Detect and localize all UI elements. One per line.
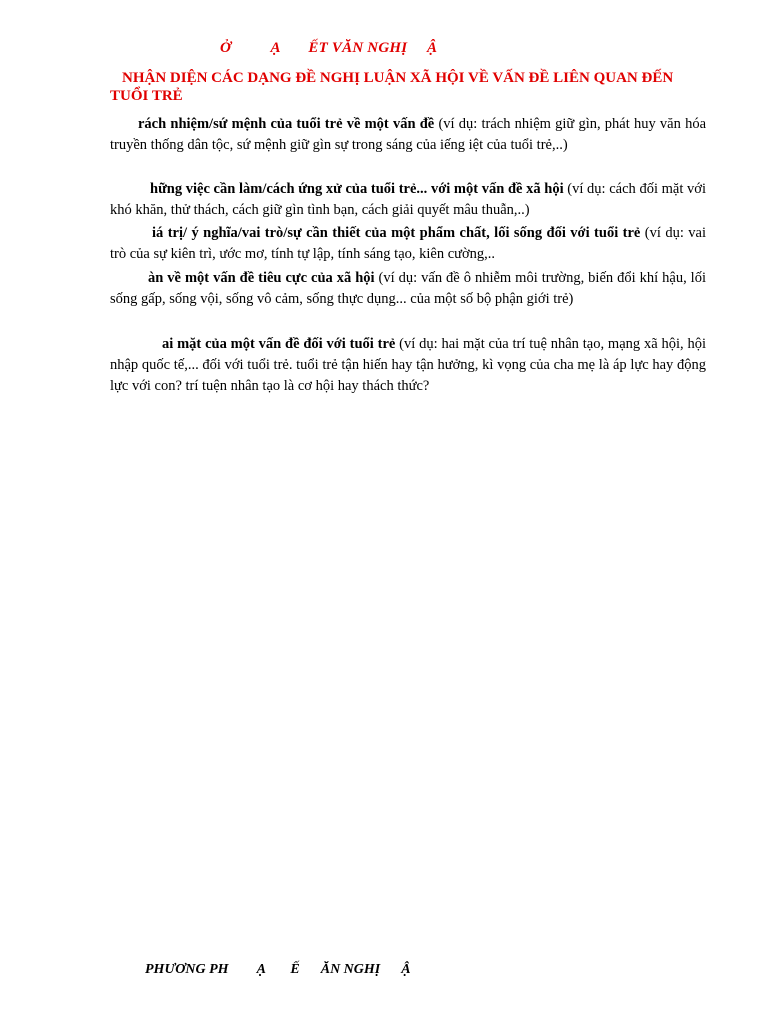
item-body: (ví dụ: hai mặt của trí tuệ nhân tạo, mạng xã hội, hội nhập quốc tế,... đối với tuổi trẻ. tuổi trẻ tận hiến hay tận hưởng, kì vọng của cha mẹ là áp lực hay động lực với con? trí tuện nhân tạo là cơ hội hay thách thức?	[110, 336, 706, 394]
item-lead: rách nhiệm/sứ mệnh của tuổi trẻ về một vấn đề	[138, 116, 435, 132]
item-body: (ví dụ: vai trò của sự kiên trì, ước mơ, tính tự lập, tính sáng tạo, kiên cường,..	[110, 225, 706, 262]
page-header-title: Ở Ạ ẾT VĂN NGHỊ Ậ	[220, 40, 438, 56]
item-lead: iá trị/ ý nghĩa/vai trò/sự cần thiết của một phẩm chất, lối sống đối với tuổi trẻ	[152, 225, 641, 241]
item-body: (ví dụ: trách nhiệm giữ gìn, phát huy văn hóa truyền thống dân tộc, sứ mệnh giữ gìn sự trong sáng của iếng iệt của tuổi trẻ,..)	[110, 116, 706, 153]
list-item	[110, 179, 706, 221]
page-footer-title: PHƯƠNG PH Ạ Ế ĂN NGHỊ Ậ	[145, 962, 411, 977]
item-lead: àn về một vấn đề tiêu cực của xã hội	[148, 270, 375, 286]
list-item	[110, 268, 706, 310]
section-heading: NHẬN DIỆN CÁC DẠNG ĐỀ NGHỊ LUẬN XÃ HỘI VỀ VẤN ĐỀ LIÊN QUAN ĐẾN TUỔI TRẺ	[110, 70, 674, 104]
list-item	[110, 223, 706, 265]
item-lead: hững việc cần làm/cách ứng xử của tuổi trẻ... với một vấn đề xã hội	[150, 181, 564, 197]
list-item	[110, 114, 706, 156]
item-lead: ai mặt của một vấn đề đối với tuổi trẻ	[162, 336, 396, 352]
item-body: (ví dụ: cách đối mặt với khó khăn, thử thách, cách giữ gìn tình bạn, cách giải quyết mâu thuẫn,..)	[110, 181, 706, 218]
list-item	[110, 334, 706, 397]
item-body: (ví dụ: vấn đề ô nhiễm môi trường, biến đổi khí hậu, lối sống gấp, sống vội, sống vô cảm, sống thực dụng... của một số bộ phận giới trẻ)	[110, 270, 706, 307]
